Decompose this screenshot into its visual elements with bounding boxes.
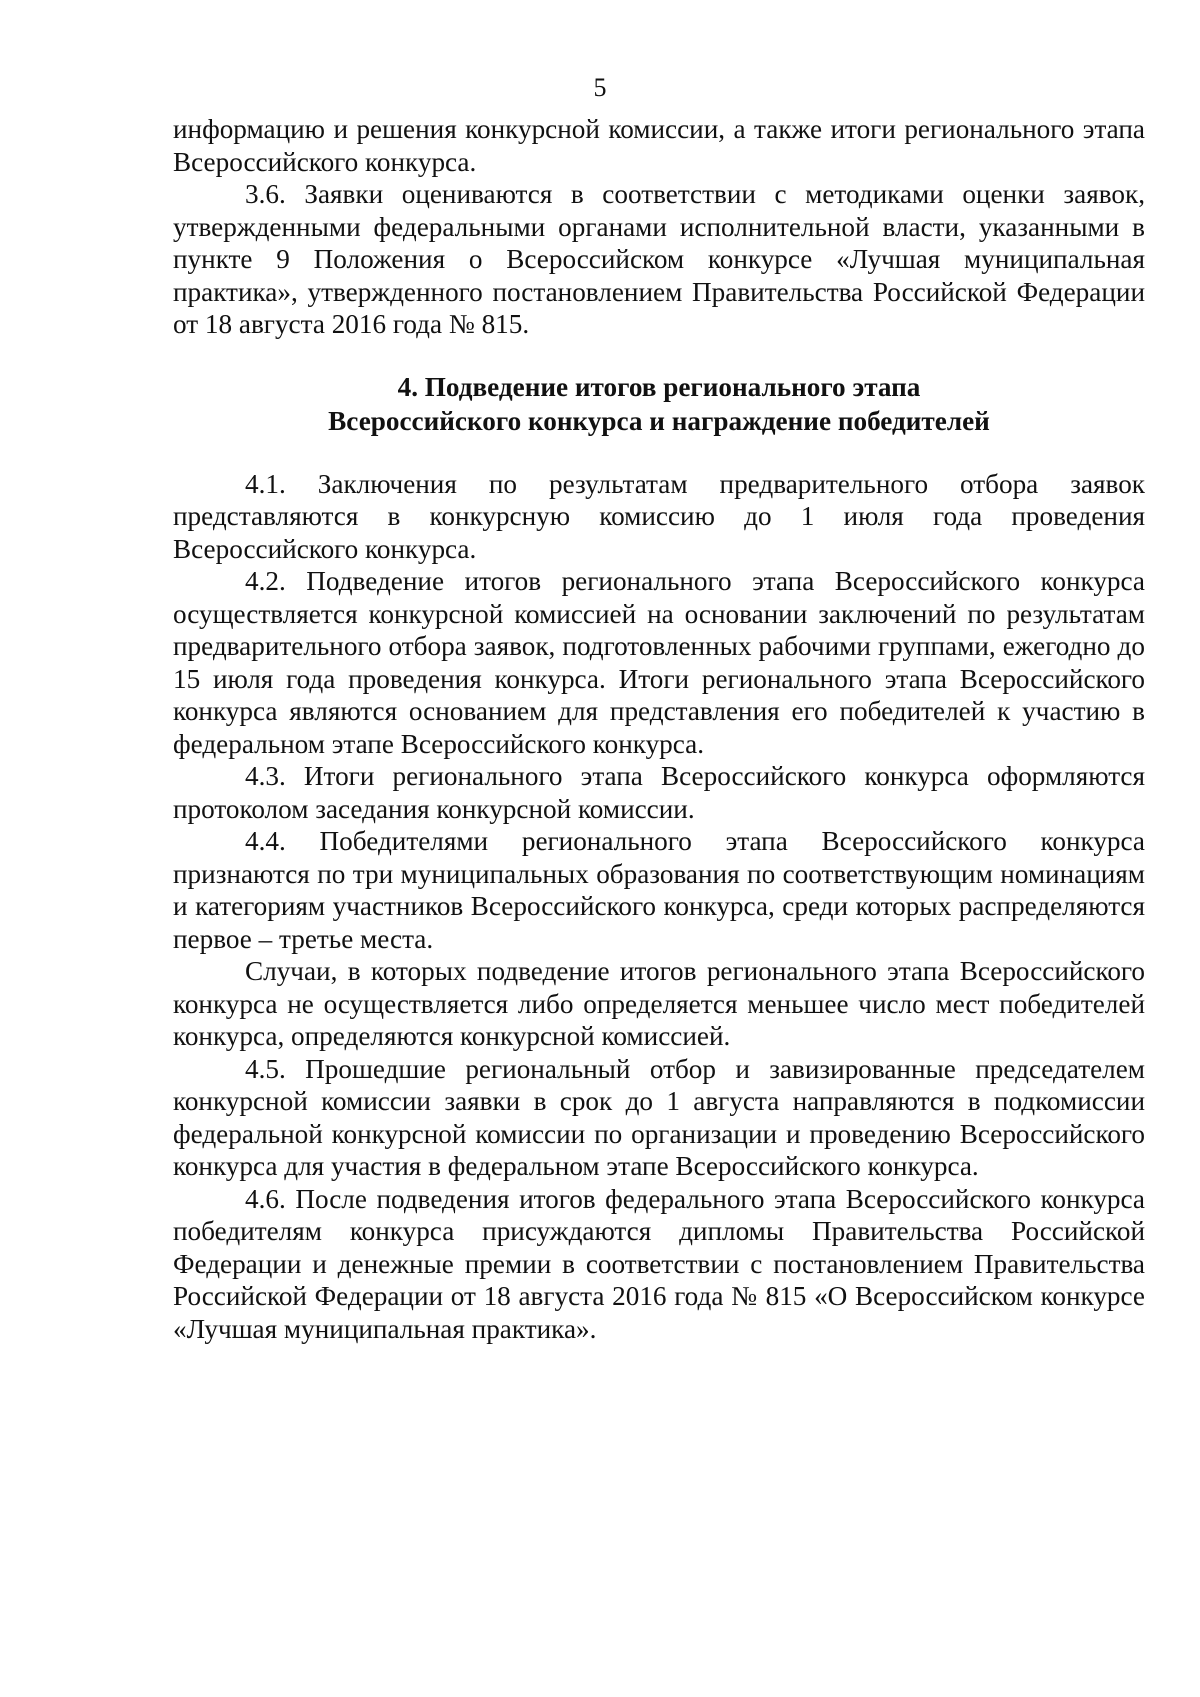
section-4-heading <box>173 370 1145 438</box>
paragraph-4-6: 4.6. После подведения итогов федерального этапа Всероссийского конкурса победителям конкурса присуждаются дипломы Правительства Российской Федерации и денежные премии в соответствии с постановлением Правительства Российской Федерации от 18 августа 2016 года № 815 «О Всероссийском конкурсе «Лучшая муниципальная практика». <box>173 1183 1145 1344</box>
paragraph-4-4: 4.4. Победителями регионального этапа Всероссийского конкурса признаются по три муниципальных образования по соответствующим номинациям и категориям участников Всероссийского конкурса, среди которых распределяются первое – третье места. <box>173 826 1145 954</box>
section-4-heading-line-2: Всероссийского конкурса и награждение победителей <box>328 405 990 436</box>
paragraph-4-5: 4.5. Прошедшие региональный отбор и завизированные председателем конкурсной комиссии заявки в срок до 1 августа направляются в подкомиссии федеральной конкурсной комиссии по организации и проведению Всероссийского конкурса для участия в федеральном этапе Всероссийского конкурса. <box>173 1053 1145 1181</box>
section-4-heading-line-1: 4. Подведение итогов регионального этапа <box>397 371 921 402</box>
page-number: 5 <box>593 73 607 102</box>
paragraph-4-4-cases: Случаи, в которых подведение итогов регионального этапа Всероссийского конкурса не осуществляется либо определяется меньшее число мест победителей конкурса, определяются конкурсной комиссией. <box>173 956 1145 1051</box>
document-body <box>173 113 1145 1345</box>
paragraph-4-2: 4.2. Подведение итогов регионального этапа Всероссийского конкурса осуществляется конкурсной комиссией на основании заключений по результатам предварительного отбора заявок, подготовленных рабочими группами, ежегодно до 15 июля года проведения конкурса. Итоги регионального этапа Всероссийского конкурса являются основанием для представления его победителей к участию в федеральном этапе Всероссийского конкурса. <box>173 566 1145 759</box>
paragraph-4-3: 4.3. Итоги регионального этапа Всероссийского конкурса оформляются протоколом заседания конкурсной комиссии. <box>173 761 1145 824</box>
paragraph-continuation: информацию и решения конкурсной комиссии, а также итоги регионального этапа Всероссийского конкурса. <box>173 114 1145 177</box>
paragraph-3-6: 3.6. Заявки оцениваются в соответствии с методиками оценки заявок, утвержденными федеральными органами исполнительной власти, указанными в пункте 9 Положения о Всероссийском конкурсе «Лучшая муниципальная практика», утвержденного постановлением Правительства Российской Федерации от 18 августа 2016 года № 815. <box>173 179 1145 339</box>
paragraph-4-1: 4.1. Заключения по результатам предварительного отбора заявок представляются в конкурсную комиссию до 1 июля года проведения Всероссийского конкурса. <box>173 468 1145 564</box>
